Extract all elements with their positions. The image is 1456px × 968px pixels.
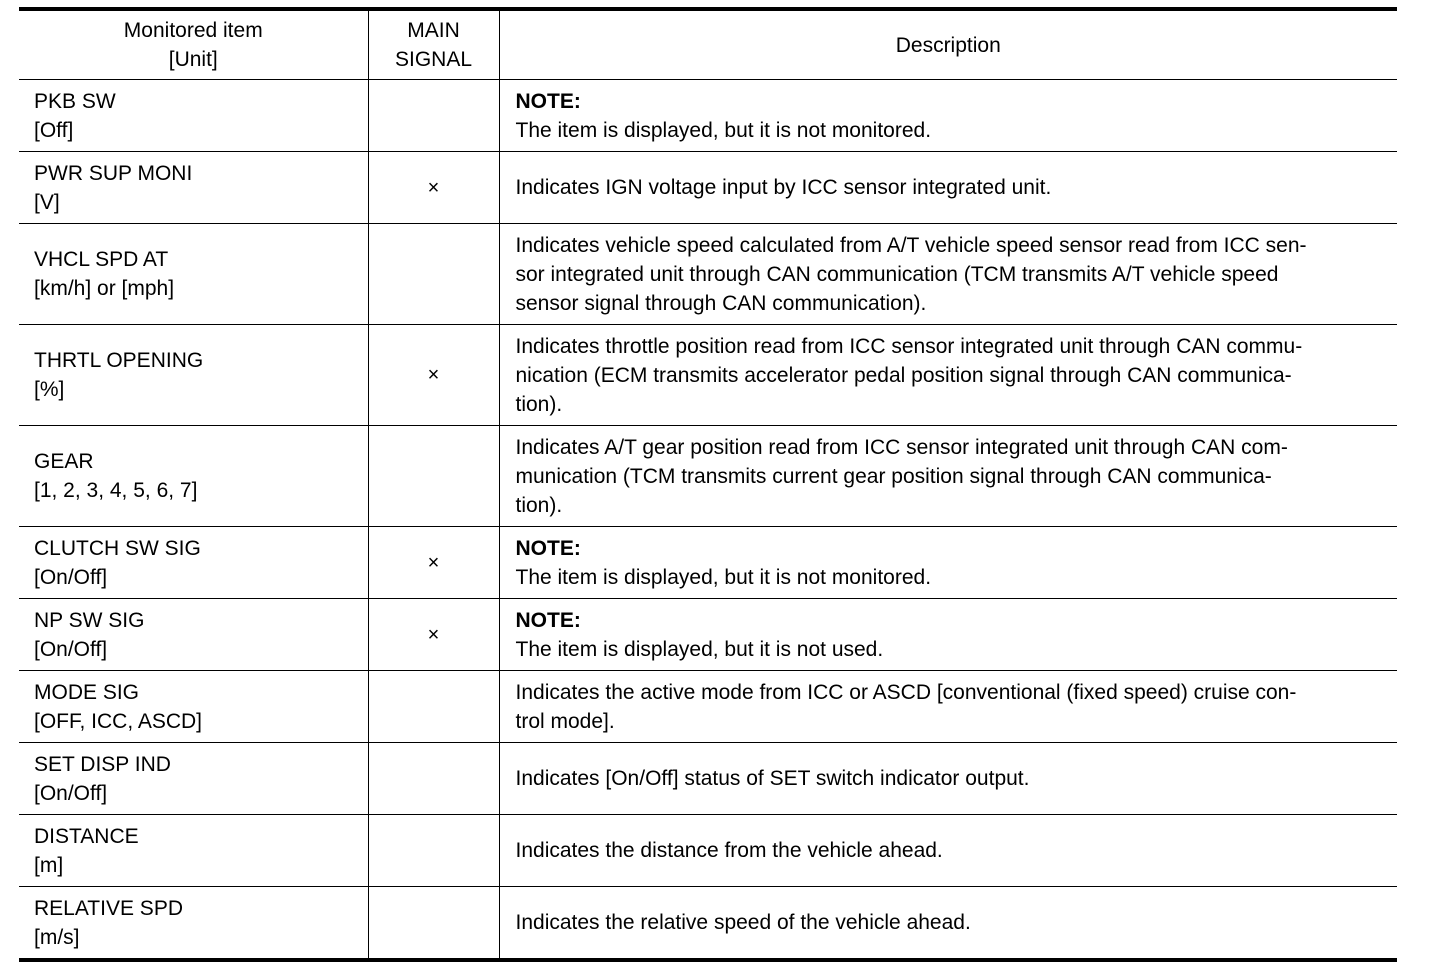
description-line: trol mode]. [515,709,615,733]
item-name: RELATIVE SPD [34,896,183,920]
description-cell [499,80,1397,152]
header-signal-line: SIGNAL [394,48,473,71]
description-cell [499,527,1397,599]
item-unit: [V] [34,190,60,214]
table-row [19,224,1397,325]
description-cell [499,224,1397,325]
header-description: Description [499,9,1397,80]
main-signal-mark: × [427,623,440,646]
main-signal-cell [368,815,499,887]
item-name: PWR SUP MONI [34,161,193,185]
description-line: tion). [515,392,563,416]
item-name: GEAR [34,450,94,473]
main-signal-cell [368,224,499,325]
main-signal-cell [368,527,499,599]
item-unit: [On/Off] [34,781,108,805]
item-name: SET DISP IND [34,752,171,776]
main-signal-mark: × [427,364,440,386]
description-line: Indicates throttle position read from ICC sensor integrated unit through CAN commu- [515,334,1303,358]
table-row [19,671,1397,743]
description-line: sor integrated unit through CAN communication (TCM transmits A/T vehicle speed [515,262,1279,286]
item-name: MODE SIG [34,680,140,704]
table-row [19,599,1397,671]
note-label: NOTE: [515,536,581,560]
description-cell [499,426,1397,527]
item-unit: [On/Off] [34,565,108,589]
description-line: Indicates the active mode from ICC or ASCD [conventional (fixed speed) cruise con- [515,680,1297,704]
description-cell [499,743,1397,815]
main-signal-cell [368,887,499,961]
item-unit: [km/h] or [mph] [34,277,175,300]
item-unit: [OFF, ICC, ASCD] [34,709,203,733]
main-signal-cell [368,152,499,224]
item-cell [19,599,368,671]
monitor-item-table [19,7,1397,962]
description-cell [499,887,1397,961]
item-unit: [%] [34,378,65,401]
description-line: Indicates A/T gear position read from ICC sensor integrated unit through CAN com- [515,435,1288,459]
description-cell [499,815,1397,887]
description-line: Indicates vehicle speed calculated from A/T vehicle speed sensor read from ICC sen- [515,233,1307,257]
description-line: munication (TCM transmits current gear position signal through CAN communica- [515,464,1272,488]
item-cell [19,80,368,152]
table-header-row [19,9,1397,80]
item-name: NP SW SIG [34,608,145,632]
main-signal-cell [368,671,499,743]
item-cell [19,152,368,224]
main-signal-cell [368,426,499,527]
item-unit: [m] [34,853,64,877]
item-cell [19,224,368,325]
table-row [19,80,1397,152]
item-cell [19,325,368,426]
description-line: The item is displayed, but it is not monitored. [515,565,932,589]
table-row [19,887,1397,961]
item-unit: [Off] [34,118,74,142]
description-line: Indicates the distance from the vehicle ahead. [515,839,943,862]
description-line: nication (ECM transmits accelerator pedal position signal through CAN communica- [515,363,1292,387]
description-line: The item is displayed, but it is not used. [515,637,884,661]
main-signal-mark: × [427,551,440,574]
description-line: tion). [515,493,563,517]
table-row [19,152,1397,224]
header-main-line: MAIN [407,19,460,42]
table-row [19,815,1397,887]
item-cell [19,743,368,815]
table-row [19,527,1397,599]
description-line: Indicates [On/Off] status of SET switch indicator output. [515,767,1030,790]
header-unit-line: [Unit] [168,48,218,71]
note-label: NOTE: [515,608,581,632]
header-monitored-item [19,9,368,80]
description-line: Indicates IGN voltage input by ICC sensor integrated unit. [515,176,1052,199]
table-row [19,426,1397,527]
note-label: NOTE: [515,89,581,113]
description-line: Indicates the relative speed of the vehicle ahead. [515,911,971,934]
table-row [19,743,1397,815]
monitor-item-table-container [19,7,1397,962]
item-cell [19,426,368,527]
description-cell [499,152,1397,224]
header-monitored-item-line: Monitored item [123,19,263,42]
item-cell [19,887,368,961]
description-line: The item is displayed, but it is not monitored. [515,118,932,142]
main-signal-mark: × [427,176,440,199]
item-unit: [1, 2, 3, 4, 5, 6, 7] [34,479,198,502]
item-name: VHCL SPD AT [34,248,169,271]
description-line: sensor signal through CAN communication). [515,291,927,315]
item-name: THRTL OPENING [34,349,204,372]
description-cell [499,325,1397,426]
item-unit: [On/Off] [34,637,108,661]
item-unit: [m/s] [34,925,80,949]
item-name: CLUTCH SW SIG [34,536,201,560]
item-cell [19,527,368,599]
item-name: PKB SW [34,89,116,113]
item-name: DISTANCE [34,824,139,848]
table-row [19,325,1397,426]
header-main-signal [368,9,499,80]
main-signal-cell [368,325,499,426]
description-cell [499,599,1397,671]
description-cell [499,671,1397,743]
item-cell [19,671,368,743]
main-signal-cell [368,80,499,152]
item-cell [19,815,368,887]
main-signal-cell [368,599,499,671]
main-signal-cell [368,743,499,815]
